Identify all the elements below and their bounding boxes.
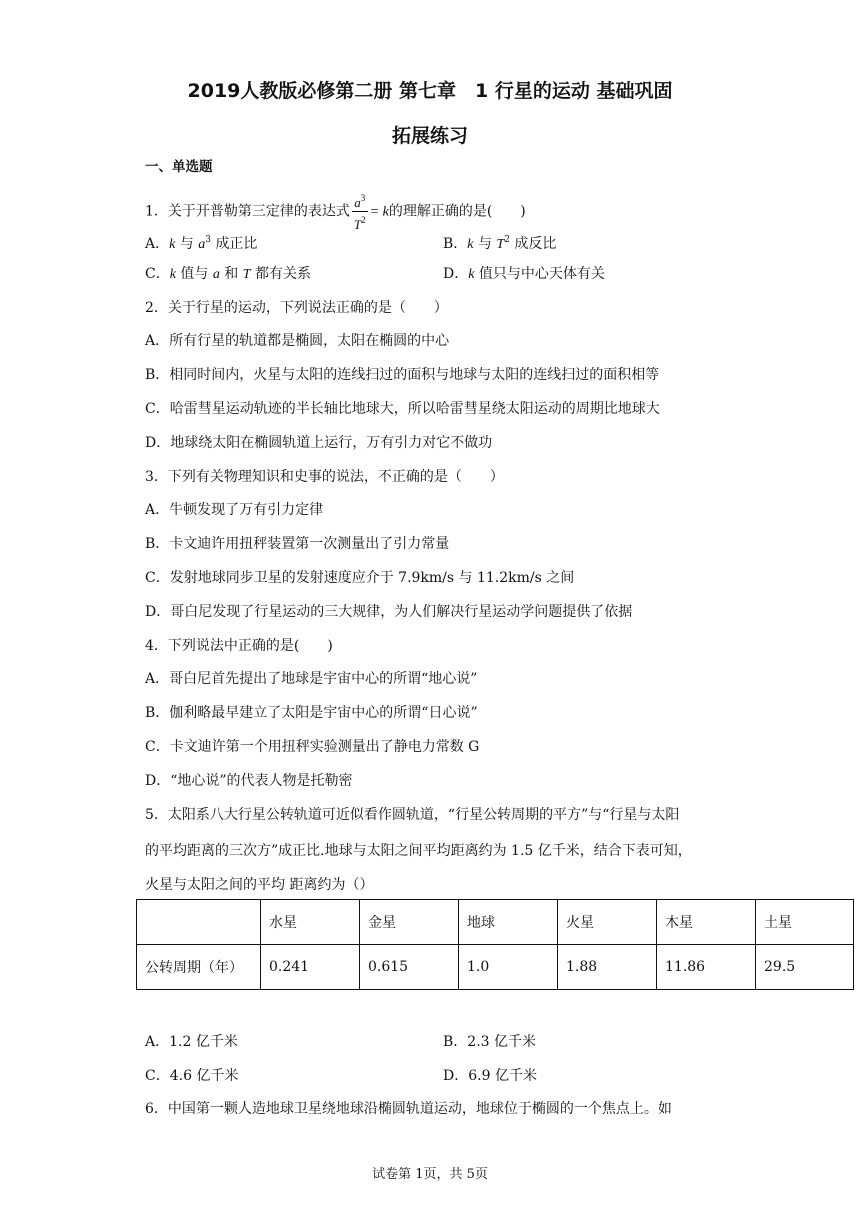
table-cell: 火星	[558, 900, 657, 945]
formula-denominator-exponent: 2	[361, 215, 366, 225]
question-1-suffix: 的理解正确的是( )	[388, 203, 526, 220]
question-3-stem: 3．下列有关物理知识和史事的说法，不正确的是（ ）	[145, 469, 504, 485]
table-cell: 水星	[261, 900, 360, 945]
table-cell: 0.615	[360, 945, 459, 990]
table-row	[137, 945, 854, 990]
document-title-line1: 2019人教版必修第二册 第七章 1 行星的运动 基础巩固	[187, 80, 673, 102]
question-5-option-b: B．2.3 亿千米	[443, 1034, 537, 1050]
table-cell: 1.88	[558, 945, 657, 990]
option-exponent: 3	[205, 235, 211, 245]
question-4-stem: 4．下列说法中正确的是( )	[145, 638, 333, 654]
option-exponent: 2	[504, 235, 510, 245]
formula-denominator: T	[353, 217, 362, 232]
question-2-option-b: B．相同时间内，火星与太阳的连线扫过的面积与地球与太阳的连线扫过的面积相等	[145, 367, 660, 383]
option-letter: A．	[145, 236, 170, 252]
option-var: a	[198, 237, 206, 252]
table-cell: 金星	[360, 900, 459, 945]
formula-rhs: = k	[369, 204, 389, 220]
question-1-option-a	[145, 230, 257, 255]
table-cell: 地球	[459, 900, 558, 945]
option-text: 值只与中心天体有关	[478, 266, 605, 282]
question-2-option-a: A．所有行星的轨道都是椭圆，太阳在椭圆的中心	[145, 333, 450, 349]
question-3-option-b: B．卡文迪许用扭秤装置第一次测量出了引力常量	[145, 536, 450, 552]
table-cell: 0.241	[261, 945, 360, 990]
option-letter: B．	[443, 236, 468, 252]
option-var-k: k	[467, 237, 474, 252]
question-2-option-d: D．地球绕太阳在椭圆轨道上运行，万有引力对它不做功	[145, 435, 493, 451]
option-var-k: k	[169, 237, 176, 252]
question-4-option-c: C．卡文迪许第一个用扭秤实验测量出了静电力常数 G	[145, 739, 480, 755]
kepler-formula-fraction	[352, 190, 368, 233]
option-text: 与	[179, 236, 194, 252]
option-text: 成正比	[215, 236, 258, 252]
table-header-row	[137, 900, 854, 945]
option-letter: C．	[145, 266, 170, 282]
question-4-option-b: B．伽利略最早建立了太阳是宇宙中心的所谓“日心说”	[145, 705, 478, 721]
question-3-option-c: C．发射地球同步卫星的发射速度应介于 7.9km/s 与 11.2km/s 之间	[145, 570, 575, 586]
question-5-stem-line1: 5．太阳系八大行星公转轨道可近似看作圆轨道，“行星公转周期的平方”与“行星与太阳	[145, 807, 680, 823]
table-cell: 11.86	[657, 945, 756, 990]
document-title-line2: 拓展练习	[391, 125, 468, 147]
option-letter: D．	[443, 266, 469, 282]
option-var-k: k	[468, 267, 475, 282]
option-var-k: k	[169, 267, 176, 282]
option-var-a: a	[212, 267, 220, 282]
question-3-option-a: A．牛顿发现了万有引力定律	[145, 502, 324, 518]
page-footer: 试卷第 1页，共 5页	[372, 1167, 488, 1182]
question-2-stem: 2．关于行星的运动，下列说法正确的是（ ）	[145, 300, 448, 316]
table-cell	[137, 900, 261, 945]
question-4-option-d: D．“地心说”的代表人物是托勒密	[145, 773, 353, 789]
option-text: 和	[224, 266, 239, 282]
option-text: 都有关系	[255, 266, 311, 282]
option-text: 值与	[180, 266, 209, 282]
question-5-option-a: A．1.2 亿千米	[145, 1034, 238, 1050]
question-4-option-a: A．哥白尼首先提出了地球是宇宙中心的所谓“地心说”	[145, 671, 478, 687]
option-var: T	[496, 237, 505, 252]
option-text: 成反比	[514, 236, 557, 252]
table-cell: 29.5	[756, 945, 854, 990]
option-var-t: T	[242, 267, 251, 282]
table-cell: 1.0	[459, 945, 558, 990]
question-6-stem-line1: 6．中国第一颗人造地球卫星绕地球沿椭圆轨道运动，地球位于椭圆的一个焦点上。如	[145, 1101, 672, 1117]
question-5-option-c: C．4.6 亿千米	[145, 1068, 239, 1084]
question-1-stem	[145, 190, 526, 233]
question-3-option-d: D．哥白尼发现了行星运动的三大规律，为人们解决行星运动学问题提供了依据	[145, 604, 633, 620]
table-cell: 土星	[756, 900, 854, 945]
orbital-period-table	[136, 899, 854, 990]
question-1-option-b	[443, 230, 556, 255]
table-cell: 公转周期（年）	[137, 945, 261, 990]
question-1-option-c	[145, 264, 311, 285]
question-5-stem-line2: 的平均距离的三次方”成正比.地球与太阳之间平均距离约为 1.5 亿千米，结合下表可知，	[145, 843, 692, 859]
formula-numerator-exponent: 3	[360, 193, 366, 203]
question-2-option-c: C．哈雷彗星运动轨迹的半长轴比地球大，所以哈雷彗星绕太阳运动的周期比地球大	[145, 401, 660, 417]
question-1-option-d	[443, 264, 605, 285]
formula-numerator: a	[354, 195, 361, 210]
section-heading: 一、单选题	[145, 159, 213, 175]
question-5-stem-line3: 火星与太阳之间的平均 距离约为（）	[145, 877, 374, 893]
question-5-option-d: D．6.9 亿千米	[443, 1068, 537, 1084]
table-cell: 木星	[657, 900, 756, 945]
question-1-prefix: 1．关于开普勒第三定律的表达式	[145, 203, 350, 220]
option-text: 与	[477, 236, 492, 252]
